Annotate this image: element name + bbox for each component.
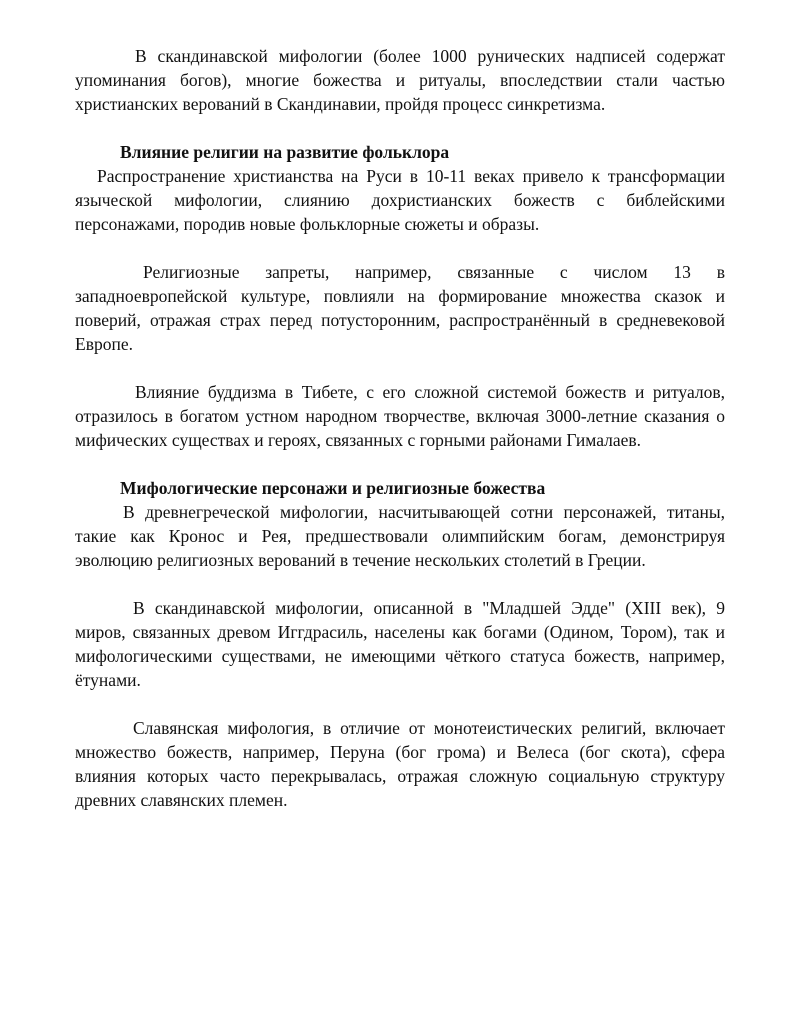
section-heading-religion-folklore: Влияние религии на развитие фольклора [120,142,450,162]
paragraph-gap [75,572,725,596]
paragraph-buddhism-tibet: Влияние буддизма в Тибете, с его сложной системой божеств и ритуалов, отразилось в богатом устном народном творчестве, включая 3000-летние сказания о мифических существах и героях, связанных с горными районами Гималаев. [75,382,725,450]
document-page [75,44,725,812]
paragraph-greek-mythology: В древнегреческой мифологии, насчитывающей сотни персонажей, титаны, такие как Кронос и Рея, предшествовали олимпийским богам, демонстрируя эволюцию религиозных верований в течение нескольких столетий в Греции. [75,502,725,570]
paragraph-slavic-mythology: Славянская мифология, в отличие от монотеистических религий, включает множество божеств, например, Перуна (бог грома) и Велеса (бог скота), сфера влияния которых часто перекрывалась, отражая сложную социальную структуру древних славянских племен. [75,718,725,810]
paragraph-gap [75,236,725,260]
paragraph-gap [75,356,725,380]
paragraph-christianity-rus: Распространение христианства на Руси в 10-11 веках привело к трансформации языческой мифологии, слиянию дохристианских божеств с библейскими персонажами, породив новые фольклорные сюжеты и образы. [75,166,725,234]
paragraph-religious-taboos: Религиозные запреты, например, связанные с числом 13 в западноевропейской культуре, повлияли на формирование множества сказок и поверий, отражая страх перед потусторонним, распространённый в средневековой Европе. [75,262,725,354]
paragraph-gap [75,116,725,140]
paragraph-younger-edda: В скандинавской мифологии, описанной в "Младшей Эдде" (XIII век), 9 миров, связанных древом Иггдрасиль, населены как богами (Одином, Тором), так и мифологическими существами, не имеющими чёткого статуса божеств, например, ётунами. [75,598,725,690]
paragraph-gap [75,692,725,716]
section-heading-mythological-characters: Мифологические персонажи и религиозные божества [120,478,546,498]
paragraph-gap [75,452,725,476]
paragraph-scandinavian-runes: В скандинавской мифологии (более 1000 рунических надписей содержат упоминания богов), многие божества и ритуалы, впоследствии стали частью христианских верований в Скандинавии, пройдя процесс синкретизма. [75,46,725,114]
